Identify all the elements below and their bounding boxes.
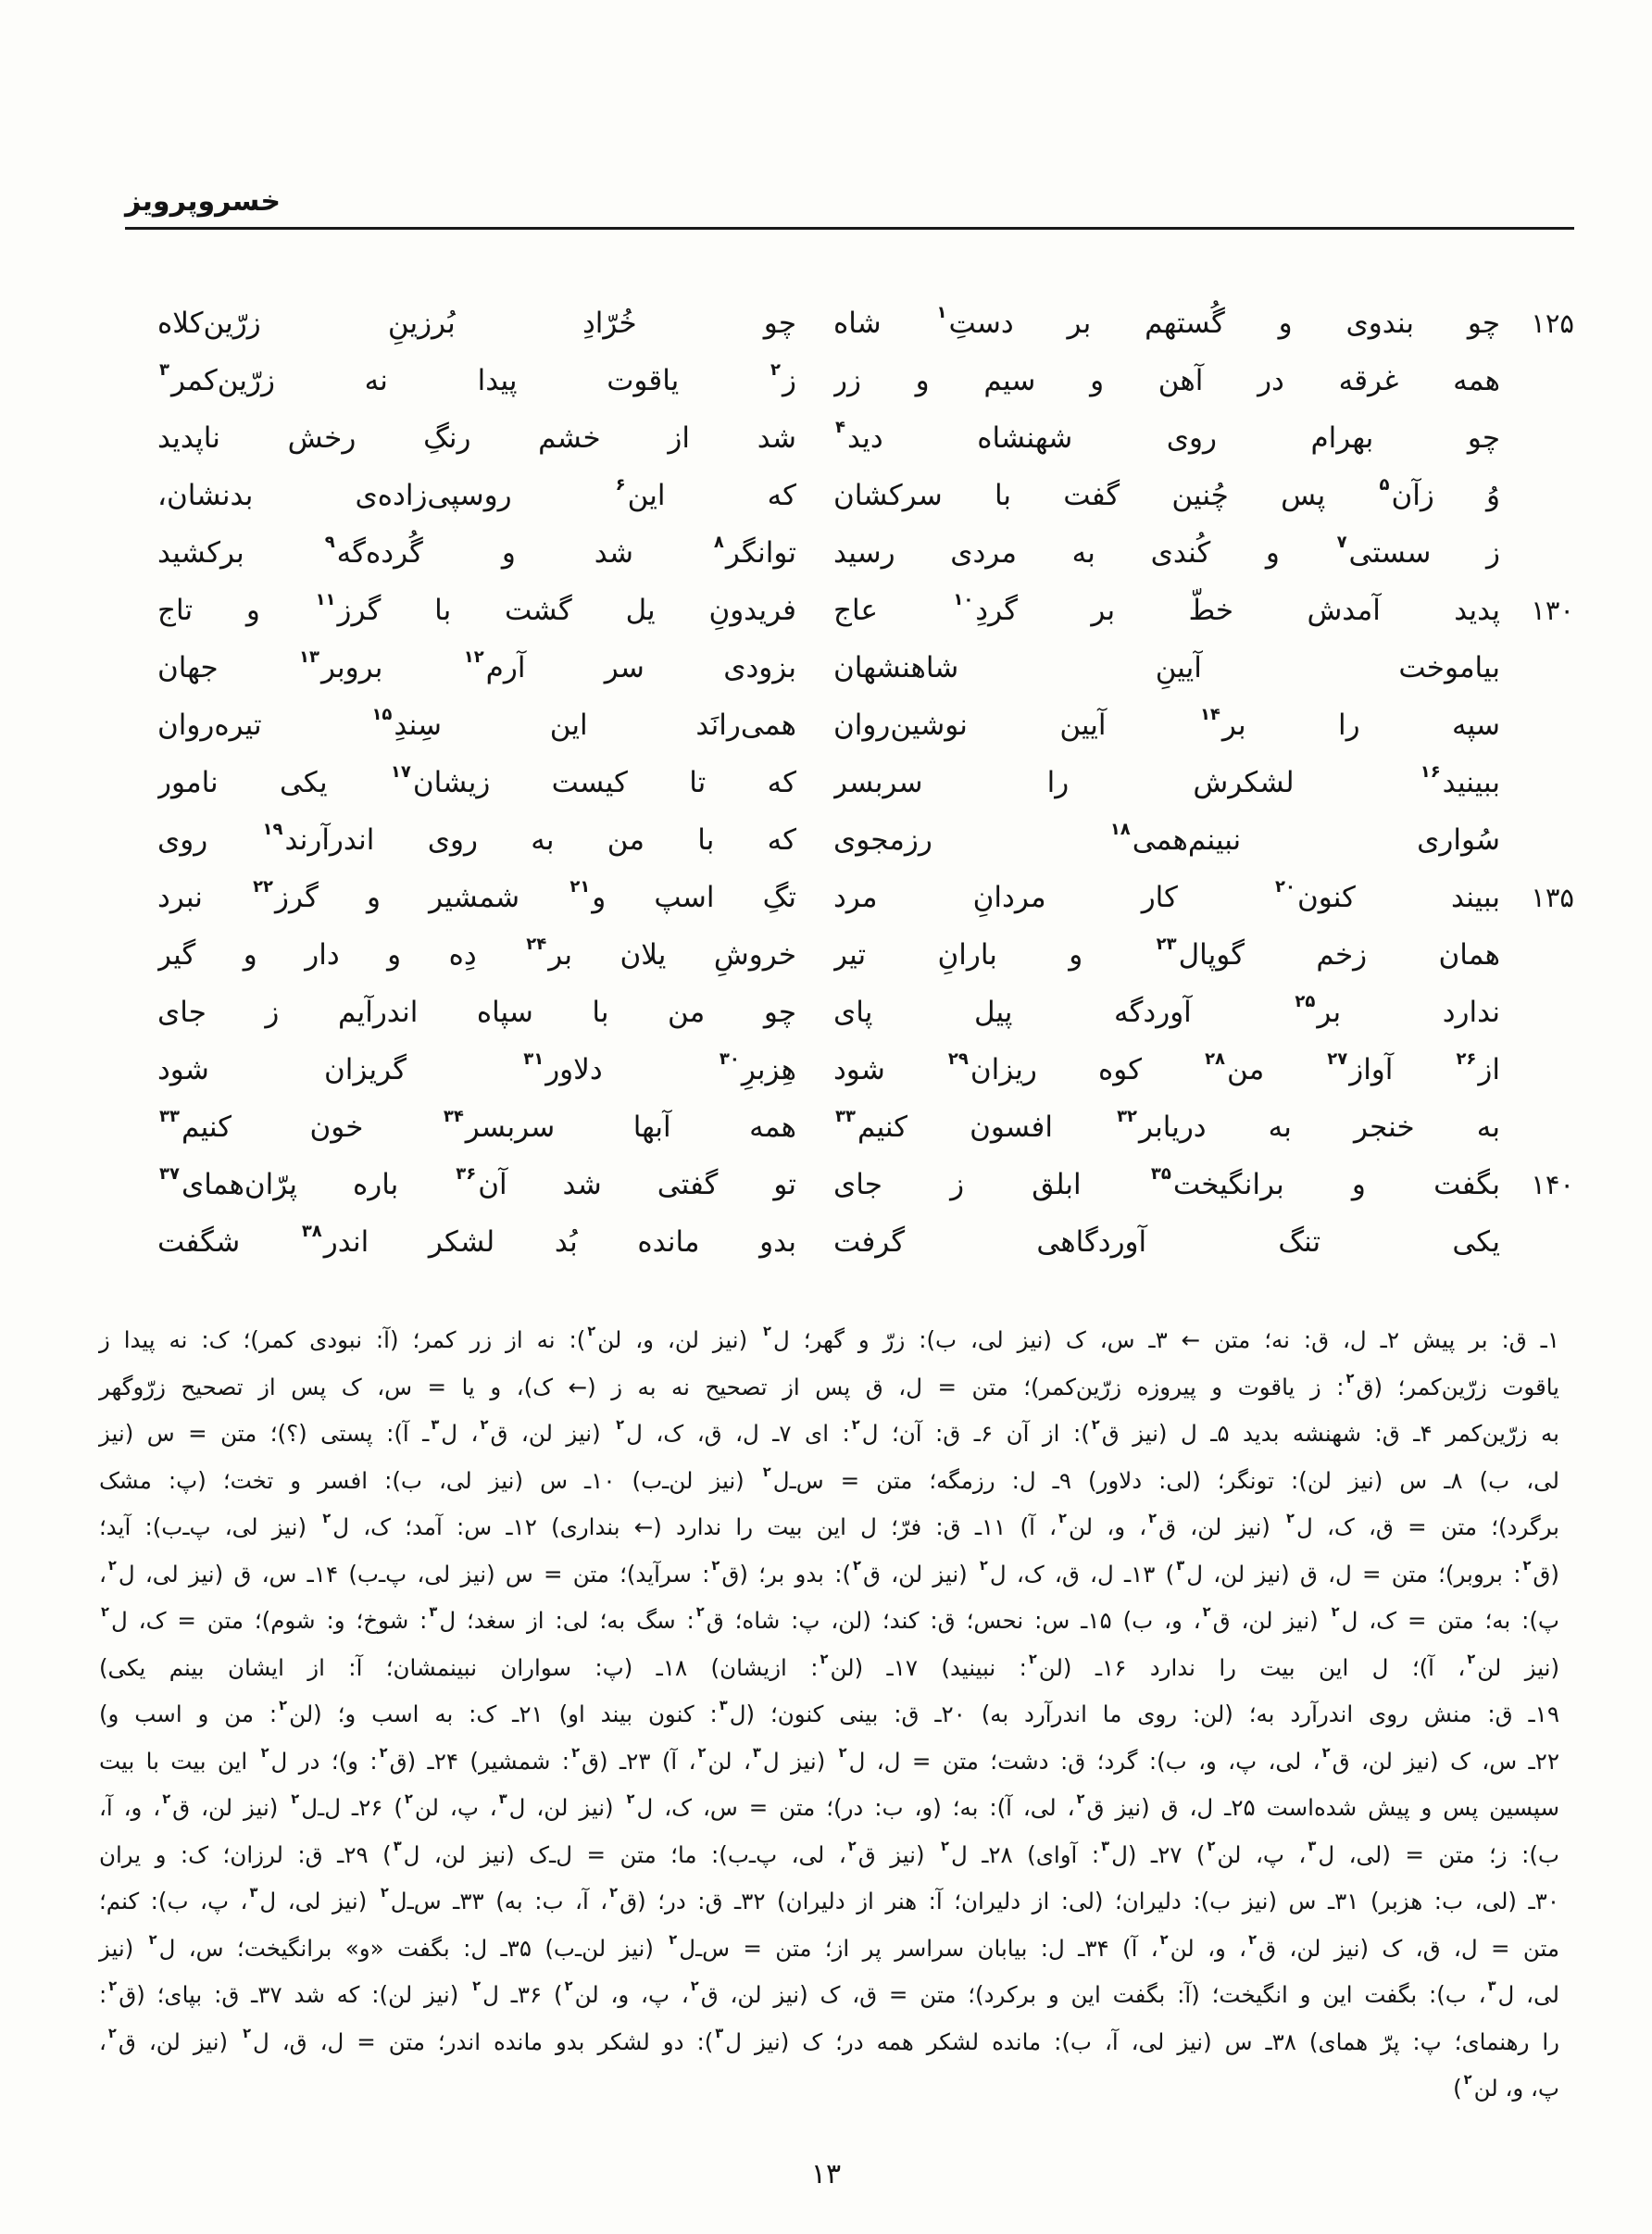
verse-row (157, 1041, 1574, 1098)
footnote-marker: ۲ (940, 1838, 949, 1854)
footnote-marker: ۵ (1379, 475, 1390, 496)
footnote-marker: ۲ (762, 1463, 771, 1480)
hemistich-right: بگفت و برانگیخت$^{۳۵}$ ابلق ز جای (833, 1164, 1500, 1201)
verse-number: ۱۲۵ (1531, 307, 1574, 339)
verse-row (157, 524, 1574, 582)
footnote-marker: ۲ (1321, 1744, 1331, 1761)
hemistich-right: همان زخم گوپال$^{۲۳}$ و بارانِ تیر (833, 935, 1500, 972)
verse-row (157, 295, 1574, 352)
footnote-marker: ۲ (564, 1978, 573, 1995)
critical-apparatus (99, 1317, 1559, 2113)
footnote-marker: ۹ (324, 533, 335, 553)
footnote-marker: ۲۵ (1295, 992, 1316, 1012)
footnote-marker: ۱۵ (371, 705, 393, 725)
footnote-marker: ۲ (101, 1604, 109, 1621)
verse-row (157, 1213, 1574, 1271)
apparatus-line: برگرد)؛ متن = ق، ک، ل$^۲$ (نیز لن، ق$^۲$، و، لن$^۲$، آ) ۱۱ـ ق: فرّ؛ ل این بیت را ندارد (← بنداری) ۱۲ـ س: آمد؛ ک، ل$^۲$ (نیز لی، پ‌ـ‌ب): آید؛ (99, 1511, 1559, 1540)
verse-row (157, 1156, 1574, 1213)
footnote-marker: ۲ (609, 1885, 619, 1901)
footnote-marker: ۱ (936, 303, 947, 323)
verse-number: ۱۳۵ (1531, 882, 1574, 913)
hemistich-right: ز سستی$^۷$ و کُندی به مردی رسید (833, 533, 1500, 570)
footnote-marker: ۲ (1028, 1650, 1037, 1667)
footnote-marker: ۳۶ (456, 1164, 477, 1185)
footnote-marker: ۲۱ (569, 877, 591, 897)
footnote-marker: ۲ (711, 1557, 720, 1574)
hemistich-left: تگِ اسپ و$^{۲۱}$ شمشیر و گرز$^{۲۲}$ نبرد (157, 877, 796, 914)
footnote-marker: ۲ (279, 1698, 288, 1714)
footnote-marker: ۳ (498, 1791, 507, 1808)
hemistich-right: چو بهرام روی شهنشاه دید$^۴$ (835, 418, 1500, 455)
footnote-marker: ۲ (1148, 1511, 1158, 1527)
footnote-marker: ۲ (148, 1931, 157, 1948)
footnote-marker: ۲۰ (1275, 877, 1295, 897)
hemistich-left: چو خُرّادِ بُرزینِ زرّین‌کلاه (157, 307, 796, 340)
hemistich-right: ببیند کنون$^{۲۰}$ کار مردانِ مرد (833, 877, 1500, 914)
footnote-marker: ۲ (379, 1744, 388, 1761)
footnote-marker: ۲ (847, 1838, 857, 1854)
footnote-marker: ۲ (404, 1791, 413, 1808)
footnote-marker: ۲ (260, 1744, 269, 1761)
verse-row (157, 926, 1574, 984)
apparatus-line: ۱۹ـ ق: منش روی اندرآرد به؛ (لن: روی ما اندرآرد به) ۲۰ـ ق: بینی کنون؛ (ل$^۳$: کنون بیند او) ۲۱ـ ک: به اسب و؛ (لن$^۲$: من و اسب و) (99, 1698, 1559, 1727)
footnote-marker: ۲ (1248, 1931, 1258, 1948)
hemistich-right: سُواری نبینم‌همی$^{۱۸}$ رزمجوی (833, 820, 1500, 857)
hemistich-left: فریدونِ یل گشت با گرز$^{۱۱}$ و تاج (157, 590, 796, 627)
footnote-marker: ۲ (107, 2025, 117, 2041)
footnote-marker: ۳ (431, 1417, 440, 1434)
apparatus-line: (ق$^۲$: بروبر)؛ متن = ل، ق (نیز لن، ل$^۳$) ۱۳ـ ل، ق، ک، ل$^۲$ (نیز لن، ق$^۲$): بدو بر؛ (ق$^۲$: سرآید)؛ متن = س (نیز لی، پ‌ـ‌ب) ۱۴ـ س، ق (نیز لی، ل$^۲$، (99, 1557, 1559, 1588)
footnote-marker: ۳۴ (443, 1107, 464, 1127)
apparatus-line: ۱ـ ق: بر پیش ۲ـ ل، ق: نه؛ متن ← ۳ـ س، ک (نیز لی، ب): زرّ و گهر؛ ل$^۲$ (نیز لن، و، لن$^۲$): نه از زر کمر؛ (آ: نبودی کمر)؛ ک: نه پیدا ز (99, 1324, 1560, 1353)
footnote-marker: ۲ (616, 1417, 625, 1434)
hemistich-left: تو گفتی شد آن$^{۳۶}$ باره پرّان‌همای$^{۳۷}$ (159, 1164, 796, 1201)
footnote-marker: ۱۹ (262, 820, 283, 840)
footnote-marker: ۳۳ (835, 1107, 856, 1127)
footnote-marker: ۷ (1336, 533, 1347, 553)
footnote-marker: ۲ (571, 1744, 581, 1761)
footnote-marker: ۲ (770, 360, 782, 381)
footnote-marker: ۳ (1308, 1838, 1317, 1854)
footnote-marker: ۲ (108, 1978, 118, 1995)
footnote-marker: ۲ (695, 1604, 705, 1621)
apparatus-line: سپسین پس و پیش شده‌است ۲۵ـ ل، ق (نیز ق$^۲$، لی، آ): به؛ (و، ب: در)؛ متن = س، ک، ل$^۲$ (نیز لن، ل$^۳$، پ، لن$^۲$) ۲۶ـ ل‌ـ‌ل$^۲$ (نیز لن، ق$^۲$، و، آ، (99, 1791, 1560, 1821)
hemistich-right: ببینید$^{۱۶}$ لشکرش را سربسر (833, 762, 1500, 799)
hemistich-left: که با من به روی اندرآرند$^{۱۹}$ روی (157, 820, 796, 857)
footnote-marker: ۲ (1345, 1370, 1355, 1387)
footnote-marker: ۲ (820, 1650, 829, 1667)
apparatus-line: یاقوت زرّین‌کمر؛ (ق$^۲$: ز یاقوت و پیروزه زرّین‌کمر)؛ متن = ل، ق پس از تصحیح نه به ز (← ک)، و یا = س، ک پس از تصحیح زرّوگهر (99, 1370, 1560, 1400)
verse-row (157, 811, 1574, 869)
footnote-marker: ۲۳ (1156, 935, 1177, 955)
apparatus-line: پ، و، لن$^۲$) (1453, 2072, 1559, 2102)
footnote-marker: ۳۰ (719, 1049, 740, 1070)
verse-row (157, 352, 1574, 409)
footnote-marker: ۳۷ (159, 1164, 180, 1185)
footnote-marker: ۱۰ (953, 590, 974, 610)
hemistich-left: بدو مانده بُد لشکر اندر$^{۳۸}$ شگفت (157, 1222, 796, 1259)
footnote-marker: ۲ (838, 1744, 847, 1761)
verse-row (157, 869, 1574, 926)
hemistich-left: چو من با سپاه اندرآیم ز جای (157, 996, 796, 1029)
apparatus-line: پ): به؛ متن = ک، ل$^۲$ (نیز لن، ق$^۲$، و، ب) ۱۵ـ س: نحس؛ ق: کند؛ (لن، پ: شاه؛ ق$^۲$: سگ به؛ لی: از سغد؛ ل$^۳$: شوخ؛ و: شوم)؛ متن = ک، ل$^۲$ (101, 1604, 1559, 1634)
apparatus-line: لی، ل$^۳$، ب): بگفت این و انگیخت؛ (آ: بگفت این و برکرد)؛ متن = ق، ک (نیز لن، ق$^۲$، پ، و، لن$^۲$) ۳۶ـ ل$^۲$ (نیز لن): که شد ۳۷ـ ق: بپای؛ (ق$^۲$: (99, 1978, 1559, 2008)
hemistich-left: هِزبرِ$^{۳۰}$ دلاور$^{۳۱}$ گریزان شود (157, 1049, 796, 1086)
footnote-marker: ۱۱ (315, 590, 336, 610)
footnote-marker: ۲۲ (253, 877, 273, 897)
footnote-marker: ۱۳ (299, 647, 319, 668)
hemistich-right: پدید آمدش خطّ بر گردِ$^{۱۰}$ عاج (833, 590, 1500, 627)
footnote-marker: ۲ (1058, 1511, 1067, 1527)
footnote-marker: ۳ (1487, 1978, 1496, 1995)
footnote-marker: ۲ (1159, 1931, 1169, 1948)
footnote-marker: ۲۹ (947, 1049, 969, 1070)
apparatus-line: ب): ز؛ متن = (لی، ل$^۳$، پ، لن$^۲$) ۲۷ـ (ل$^۳$: آوای) ۲۸ـ ل$^۲$ (نیز ق$^۲$، لی، پ‌ـ‌ب): ما؛ متن = ل‌ـ‌ک (نیز لن، ل$^۳$) ۲۹ـ ق: لرزان؛ ک: و یران (99, 1838, 1559, 1868)
footnote-marker: ۲۶ (1456, 1049, 1477, 1070)
footnote-marker: ۳ (393, 1838, 402, 1854)
footnote-marker: ۸ (713, 533, 724, 553)
verse-number: ۱۳۰ (1531, 595, 1574, 626)
footnote-marker: ۱۸ (1109, 820, 1131, 840)
hemistich-left: که این$^۶$ روسپی‌زاده‌ی بدنشان، (157, 475, 796, 512)
footnote-marker: ۲ (1091, 1417, 1100, 1434)
apparatus-line: را رهنمای؛ پ: پرّ همای) ۳۸ـ س (نیز لی، آ، ب): مانده لشکر همه در؛ ک (نیز ل$^۳$): دو لشکر بدو مانده اندر؛ متن = ل، ق، ل$^۲$ (نیز لن، ق$^۲$، (99, 2025, 1560, 2055)
footnote-marker: ۲ (291, 1791, 300, 1808)
footnote-marker: ۳ (752, 1744, 761, 1761)
verse-row (157, 639, 1574, 697)
footnote-marker: ۶ (615, 475, 626, 496)
footnote-marker: ۲۷ (1327, 1049, 1348, 1070)
hemistich-left: ز$^۲$ یاقوت پیدا نه زرّین‌کمر$^۳$ (159, 360, 796, 397)
footnote-marker: ۳ (1101, 1838, 1110, 1854)
footnote-marker: ۲ (1331, 1604, 1340, 1621)
hemistich-left: که تا کیست زیشان$^{۱۷}$ یکی نامور (157, 762, 796, 799)
footnote-marker: ۲ (480, 1417, 489, 1434)
hemistich-right: همه غرقه در آهن و سیم و زر (833, 364, 1500, 397)
footnote-marker: ۲ (979, 1557, 988, 1574)
verse-row (157, 754, 1574, 811)
page-number: ۱۳ (810, 2158, 842, 2190)
hemistich-left: بزودی سر آرم$^{۱۲}$ بروبر$^{۱۳}$ جهان (157, 647, 796, 684)
verse-row (157, 1098, 1574, 1156)
footnote-marker: ۲ (472, 1978, 482, 1995)
verse-row (157, 984, 1574, 1041)
footnote-marker: ۲ (1286, 1511, 1295, 1527)
footnote-marker: ۱۷ (390, 762, 411, 783)
footnote-marker: ۲ (1467, 1650, 1476, 1667)
verse-number: ۱۴۰ (1531, 1169, 1574, 1200)
verse-row (157, 409, 1574, 467)
footnote-marker: ۲ (380, 1885, 389, 1901)
hemistich-right: به خنجر به دریابر$^{۳۲}$ افسون کنیم$^{۳۳}$ (835, 1107, 1500, 1144)
footnote-marker: ۱۶ (1420, 762, 1441, 783)
apparatus-line: ۳۰ـ (لی، ب: هزبر) ۳۱ـ س (نیز ب): دلیران؛ (لی: از دلیران؛ آ: هنر از دلیران) ۳۲ـ ق: در؛ (ق$^۲$، آ، ب: به) ۳۳ـ س‌ـ‌ل$^۲$ (نیز لی، ل$^۳$، پ، ب): کنم؛ (99, 1885, 1559, 1914)
footnote-marker: ۳۱ (523, 1049, 544, 1070)
hemistich-left: همی‌رانَد این سِندِ$^{۱۵}$ تیره‌روان (157, 705, 796, 742)
hemistich-left: خروشِ یلان بر$^{۲۴}$ دِه و دار و گیر (157, 935, 796, 972)
footnote-marker: ۲ (243, 2025, 252, 2041)
poem-verses (157, 295, 1574, 1271)
running-head (125, 185, 1574, 230)
footnote-marker: ۳۳ (159, 1107, 180, 1127)
footnote-marker: ۲ (322, 1511, 332, 1527)
footnote-marker: ۲ (626, 1791, 635, 1808)
footnote-marker: ۳ (429, 1604, 438, 1621)
footnote-marker: ۲۸ (1205, 1049, 1225, 1070)
hemistich-right: یکی تنگ آوردگاهی گرفت (833, 1225, 1500, 1259)
footnote-marker: ۳ (1176, 1557, 1185, 1574)
verse-row (157, 467, 1574, 524)
footnote-marker: ۱۲ (463, 647, 484, 668)
footnote-marker: ۴ (835, 418, 845, 438)
footnote-marker: ۲ (1202, 1604, 1211, 1621)
footnote-marker: ۲ (1463, 2072, 1472, 2089)
hemistich-right: وُ زآن$^۵$ پس چُنین گفت با سرکشان (833, 475, 1500, 512)
hemistich-left: همه آبها سربسر$^{۳۴}$ خون کنیم$^{۳۳}$ (159, 1107, 796, 1144)
footnote-marker: ۲ (763, 1324, 772, 1340)
footnote-marker: ۱۴ (1199, 705, 1220, 725)
footnote-marker: ۳ (159, 360, 169, 381)
footnote-marker: ۲۴ (526, 935, 547, 955)
footnote-marker: ۲ (162, 1791, 171, 1808)
footnote-marker: ۲ (1522, 1557, 1532, 1574)
footnote-marker: ۲ (107, 1557, 117, 1574)
hemistich-right: بیاموخت آیینِ شاهنشهان (833, 651, 1500, 684)
apparatus-line: لی، ب) ۸ـ س (نیز لن): تونگر؛ (لی: دلاور) ۹ـ ل: رزمگه؛ متن = س‌ـ‌ل$^۲$ (نیز لن‌ـ‌ب) ۱۰ـ س (نیز لی، ب): افسر و تخت؛ (پ: مشک (99, 1463, 1559, 1494)
apparatus-line: (نیز لن$^۲$، آ)؛ ل این بیت را ندارد ۱۶ـ (لن$^۲$: نبینید) ۱۷ـ (لن$^۲$: ازیشان) ۱۸ـ (پ: سواران نبینمشان؛ آ: از ایشان بینم یکی) (99, 1650, 1559, 1681)
hemistich-right: سپه را بر$^{۱۴}$ آیین نوشین‌روان (833, 705, 1500, 742)
apparatus-line: متن = ل، ق، ک (نیز لن، ق$^۲$، و، لن$^۲$، آ) ۳۴ـ ل: بیابان سراسر پر از؛ متن = س‌ـ‌ل$^۲$ (نیز لن‌ـ‌ب) ۳۵ـ ل: بگفت «و» برانگیخت؛ س، ل$^۲$ (نیز (99, 1931, 1560, 1962)
footnote-marker: ۳ (719, 1698, 728, 1714)
footnote-marker: ۲ (587, 1324, 596, 1340)
hemistich-right: از$^{۲۶}$ آواز$^{۲۷}$ من$^{۲۸}$ کوه ریزان$^{۲۹}$ شود (833, 1049, 1500, 1086)
hemistich-left: توانگر$^۸$ شد و گُرده‌گه$^۹$ برکشید (157, 533, 796, 570)
footnote-marker: ۳۸ (301, 1222, 322, 1242)
footnote-marker: ۲ (669, 1931, 678, 1948)
verse-row (157, 582, 1574, 639)
footnote-marker: ۲ (853, 1557, 861, 1574)
footnote-marker: ۲ (1076, 1791, 1085, 1808)
footnote-marker: ۳۲ (1117, 1107, 1138, 1127)
hemistich-left: شد از خشم رنگِ رخش ناپدید (157, 421, 796, 455)
apparatus-line: ۲۲ـ س، ک (نیز لن، ق$^۲$، لی، پ، و، ب): گرد؛ ق: دشت؛ متن = ل، ل$^۲$ (نیز ل$^۳$، لن$^۲$، آ) ۲۳ـ (ق$^۲$: شمشیر) ۲۴ـ (ق$^۲$: و)؛ در ل$^۲$ این بیت با بیت (99, 1744, 1559, 1775)
footnote-marker: ۲ (697, 1744, 707, 1761)
footnote-marker: ۳ (249, 1885, 258, 1901)
hemistich-right: چو بندوی و گُستهم بر دستِ$^۱$ شاه (833, 303, 1500, 340)
footnote-marker: ۲ (690, 1978, 699, 1995)
hemistich-right: ندارد بر$^{۲۵}$ آوردگه پیل پای (833, 992, 1500, 1029)
footnote-marker: ۲ (851, 1417, 860, 1434)
verse-row (157, 697, 1574, 754)
footnote-marker: ۳۵ (1150, 1164, 1171, 1185)
page-title: خسروپرویز (125, 185, 281, 218)
footnote-marker: ۲ (1207, 1838, 1216, 1854)
footnote-marker: ۳ (715, 2025, 724, 2041)
apparatus-line: به زرّین‌کمر ۴ـ ق: شهنشه بدید ۵ـ ل (نیز ق$^۲$): از آن ۶ـ ق: آن؛ ل$^۲$: ای ۷ـ ل، ق، ک، ل$^۲$ (نیز لن، ق$^۲$، ل$^۳$ـ آ): پستی (؟)؛ متن = س (نیز (99, 1417, 1559, 1447)
